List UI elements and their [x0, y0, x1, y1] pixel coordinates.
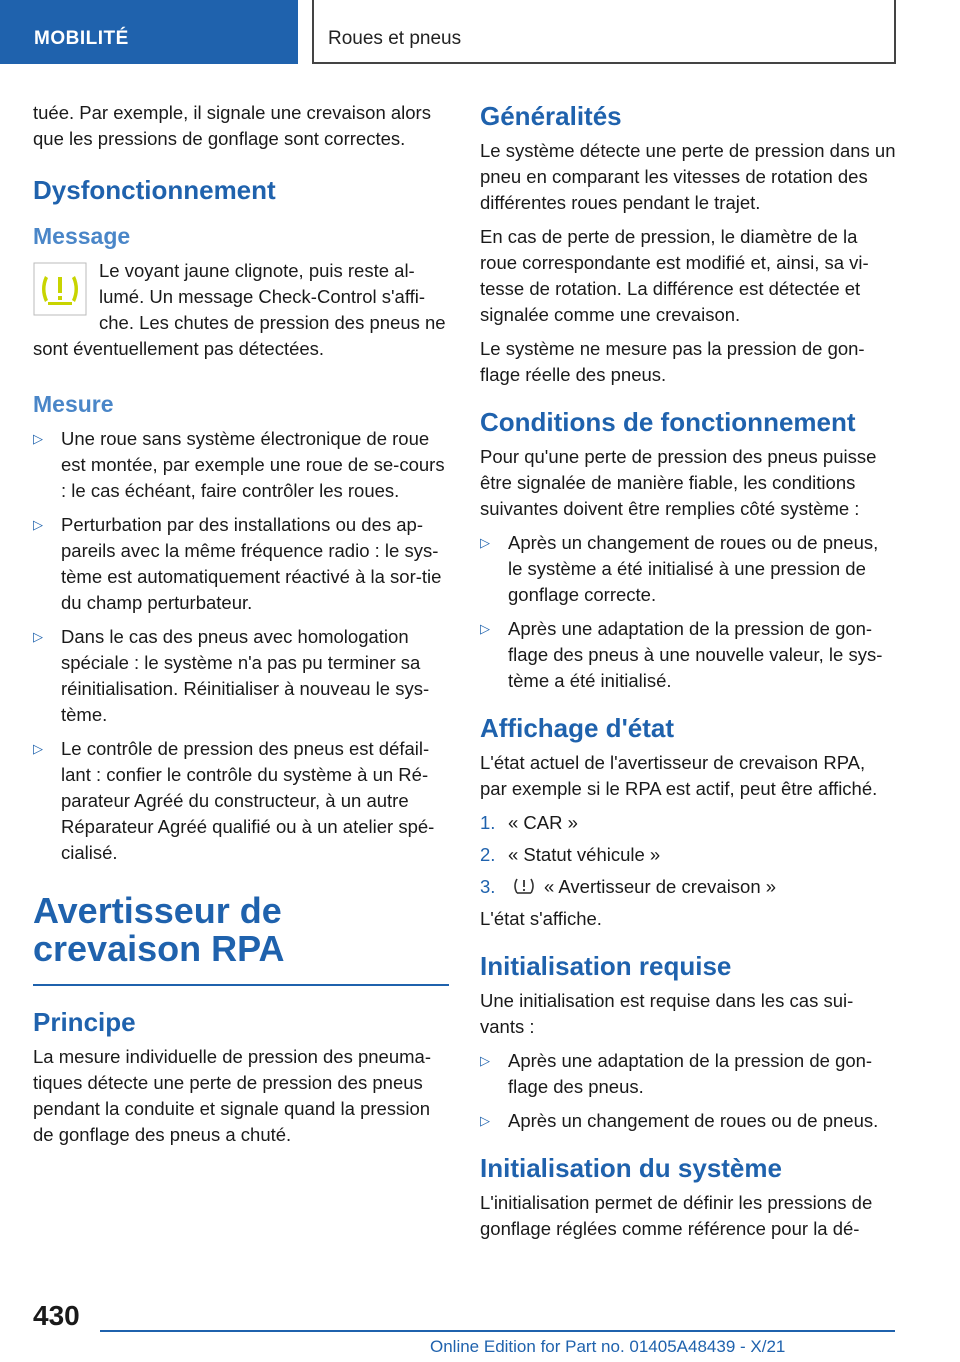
conditions-list: [480, 530, 896, 694]
generalites-p2: En cas de perte de pression, le diamètre de la roue correspondante est modifié et, ainsi, sa vi-tesse de rotation. La différence est détectée et signalée comme une crevaison.: [480, 226, 869, 325]
steps-list: [480, 810, 896, 900]
tire-pressure-warning-icon: [33, 262, 87, 316]
section-tab: MOBILITÉ: [0, 0, 298, 64]
list-item-text: Après une adaptation de la pression de gon-flage des pneus à une nouvelle valeur, le sys-tème a été initialisé.: [508, 618, 883, 691]
list-item-text: Dans le cas des pneus avec homologation spéciale : le système n'a pas pu terminer sa réinitialisation. Réinitialiser à nouveau le sys-tème.: [61, 626, 430, 725]
list-item: [33, 736, 449, 866]
step-text: « Avertisseur de crevaison »: [544, 876, 777, 897]
bullet-triangle-icon: ▷: [480, 535, 490, 550]
list-item: [480, 530, 896, 608]
principe-heading: Principe: [33, 1007, 136, 1037]
step-number: 1.: [480, 812, 496, 833]
bullet-triangle-icon: ▷: [33, 517, 43, 532]
affichage-result: L'état s'affiche.: [480, 908, 602, 929]
list-item: [33, 426, 449, 504]
generalites-heading: Généralités: [480, 101, 622, 131]
right-column: [480, 100, 896, 1250]
conditions-text: Pour qu'une perte de pression des pneus puisse être signalée de manière fiable, les conditions suivantes doivent être remplies côté système :: [480, 446, 877, 519]
list-item-text: Le contrôle de pression des pneus est défail-lant : confier le contrôle du système à un Ré-parateur Agréé du constructeur, à un autre Réparateur Agréé qualifié ou à un atelier spé-cialisé.: [61, 738, 435, 863]
principe-text: La mesure individuelle de pression des pneuma-tiques détecte une perte de pression des pneus pendant la conduite et signale quand la pression de gonflage des pneus a chuté.: [33, 1046, 431, 1145]
affichage-text: L'état actuel de l'avertisseur de crevaison RPA, par exemple si le RPA est actif, peut être affiché.: [480, 752, 878, 799]
list-item-text: Après un changement de roues ou de pneus, le système a été initialisé à une pression de gonflage correcte.: [508, 532, 879, 605]
init-required-heading: Initialisation requise: [480, 951, 732, 981]
main-title: Avertisseur de crevaison RPA: [33, 890, 285, 969]
step-item: [480, 842, 896, 868]
list-item-text: Une roue sans système électronique de roue est montée, par exemple une roue de se-cours : le cas échéant, faire contrôler les roues.: [61, 428, 445, 501]
list-item: [33, 624, 449, 728]
tire-warning-icon: [512, 877, 536, 895]
generalites-p1: Le système détecte une perte de pression dans un pneu en comparant les vitesses de rotation des différentes roues pendant le trajet.: [480, 140, 896, 213]
bullet-triangle-icon: ▷: [33, 741, 43, 756]
mesure-heading: Mesure: [33, 391, 114, 417]
step-item: [480, 874, 896, 900]
conditions-heading: Conditions de fonctionnement: [480, 407, 856, 437]
page-header: [0, 0, 960, 66]
dysfunction-heading: Dysfonctionnement: [33, 175, 276, 205]
step-item: [480, 810, 896, 836]
message-block: [33, 258, 449, 362]
bullet-triangle-icon: ▷: [480, 621, 490, 636]
step-number: 2.: [480, 844, 496, 865]
footer-divider: [100, 1330, 895, 1332]
init-required-text: Une initialisation est requise dans les cas sui-vants :: [480, 990, 854, 1037]
init-required-list: [480, 1048, 896, 1134]
title-divider: [33, 984, 449, 986]
intro-paragraph: tuée. Par exemple, il signale une crevaison alors que les pressions de gonflage sont correctes.: [33, 102, 431, 149]
message-heading: Message: [33, 223, 131, 249]
page-number: 430: [33, 1300, 80, 1331]
edition-text: Online Edition for Part no. 01405A48439 - X/21: [430, 1337, 786, 1356]
list-item: [33, 512, 449, 616]
bullet-triangle-icon: ▷: [480, 1113, 490, 1128]
list-item-text: Perturbation par des installations ou des ap-pareils avec la même fréquence radio : le sys-tème est automatiquement réactivé à la sor-tie du champ perturbateur.: [61, 514, 442, 613]
step-text: « Statut véhicule »: [508, 844, 661, 865]
init-system-heading: Initialisation du système: [480, 1153, 782, 1183]
list-item-text: Après un changement de roues ou de pneus.: [508, 1110, 879, 1131]
bullet-triangle-icon: ▷: [480, 1053, 490, 1068]
generalites-p3: Le système ne mesure pas la pression de gon-flage réelle des pneus.: [480, 338, 865, 385]
list-item: [480, 616, 896, 694]
step-text: « CAR »: [508, 812, 578, 833]
affichage-heading: Affichage d'état: [480, 713, 674, 743]
chapter-tab: Roues et pneus: [312, 0, 896, 64]
left-column: [33, 100, 449, 1156]
list-item-text: Après une adaptation de la pression de gon-flage des pneus.: [508, 1050, 873, 1097]
bullet-triangle-icon: ▷: [33, 629, 43, 644]
list-item: [480, 1108, 896, 1134]
list-item: [480, 1048, 896, 1100]
mesure-list: [33, 426, 449, 866]
init-system-text: L'initialisation permet de définir les pressions de gonflage réglées comme référence pour la dé-: [480, 1192, 873, 1239]
bullet-triangle-icon: ▷: [33, 431, 43, 446]
step-number: 3.: [480, 876, 496, 897]
message-text: Le voyant jaune clignote, puis reste al-lumé. Un message Check-Control s'affi-che. Les chutes de pression des pneus ne sont éventuellement pas détectées.: [33, 260, 446, 359]
